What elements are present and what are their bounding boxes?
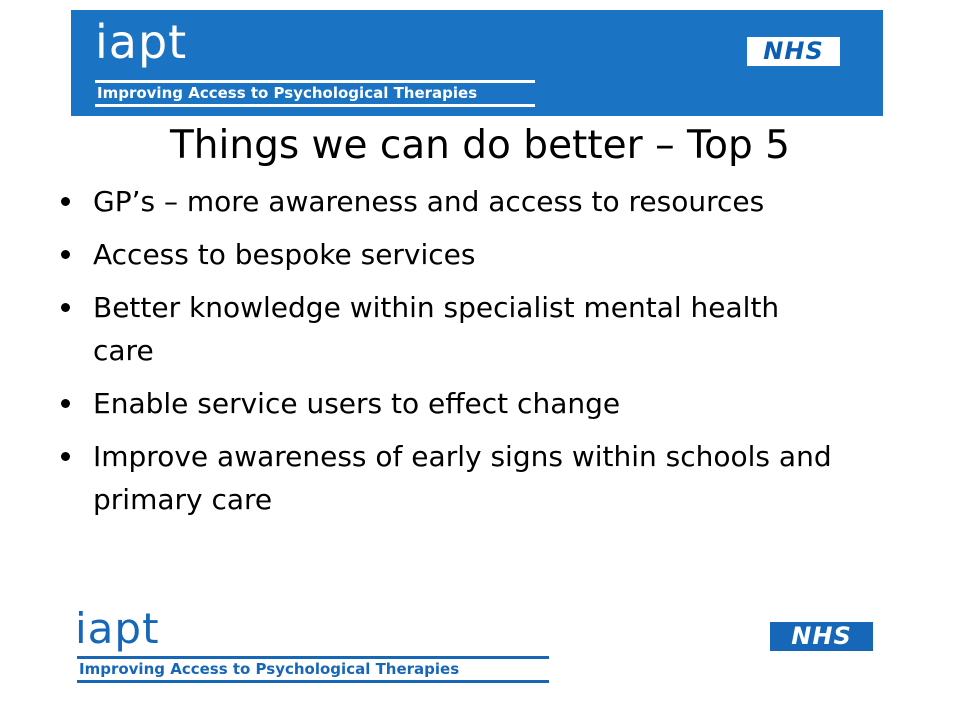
bullet-dot-icon: [61, 303, 70, 312]
logo-rule-bottom: [95, 104, 535, 107]
slide-title: Things we can do better – Top 5: [169, 123, 790, 168]
iapt-logo-text: iapt: [95, 15, 188, 69]
bullet-item: [57, 435, 847, 521]
iapt-tagline: Improving Access to Psychological Therapies: [97, 84, 478, 102]
bullet-item: [57, 180, 847, 223]
nhs-logo: NHS: [747, 37, 840, 66]
bullet-item: [57, 286, 847, 372]
bullet-text: Improve awareness of early signs within schools and primary care: [93, 440, 832, 516]
footer-nhs-logo: NHS: [770, 622, 873, 651]
footer-logo-rule-top: [77, 656, 549, 659]
bullet-list: [57, 180, 847, 531]
bullet-text: GP’s – more awareness and access to resources: [93, 185, 765, 218]
bullet-dot-icon: [61, 250, 70, 259]
bullet-item: [57, 382, 847, 425]
footer-iapt-logo: [75, 606, 555, 686]
header-banner: [71, 10, 883, 116]
bullet-dot-icon: [61, 197, 70, 206]
bullet-dot-icon: [61, 452, 70, 461]
bullet-text: Enable service users to effect change: [93, 387, 621, 420]
bullet-item: [57, 233, 847, 276]
bullet-text: Access to bespoke services: [93, 238, 476, 271]
logo-rule-top: [95, 80, 535, 83]
bullet-dot-icon: [61, 399, 70, 408]
footer-iapt-logo-text: iapt: [75, 604, 160, 653]
bullet-text: Better knowledge within specialist mental health care: [93, 291, 780, 367]
footer-logo-rule-bottom: [77, 680, 549, 683]
footer-iapt-tagline: Improving Access to Psychological Therapies: [79, 660, 460, 678]
